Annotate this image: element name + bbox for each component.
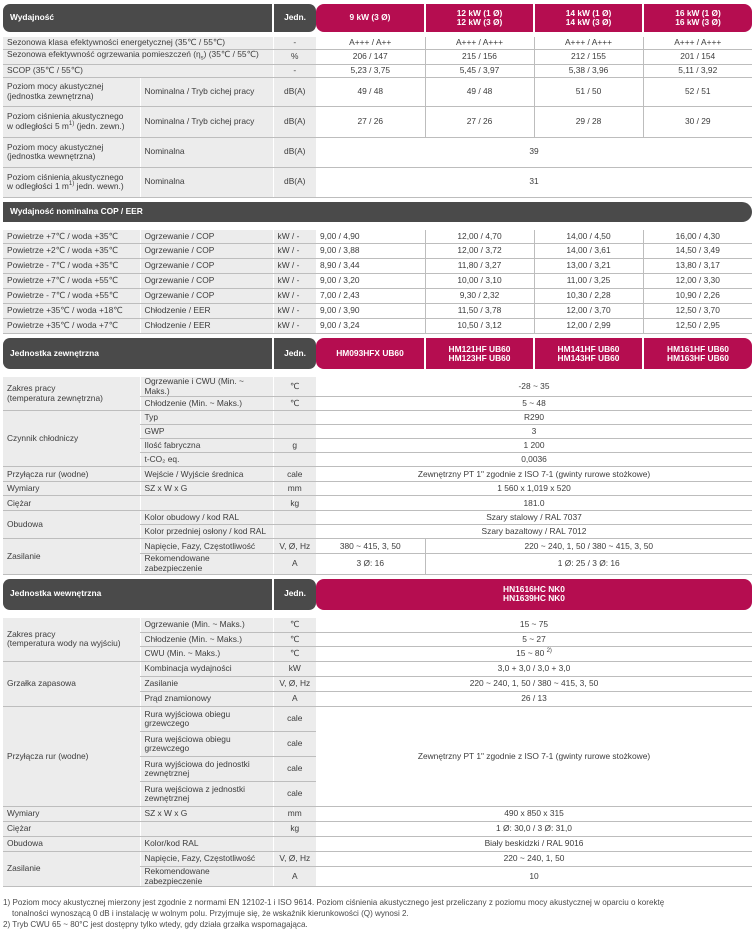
- unit-cell: kW / -: [273, 274, 316, 289]
- row-sublabel: Nominalna / Tryb cichej pracy: [140, 77, 273, 106]
- unit-cell: [273, 511, 316, 525]
- unit-header: Jedn.: [273, 338, 316, 369]
- model-line: HM121HF UB60 HM123HF UB60: [448, 343, 511, 363]
- table-row: [3, 837, 752, 852]
- unit-cell: dB(A): [273, 77, 316, 106]
- unit-cell: cale: [273, 467, 316, 482]
- value-cell: 27 / 26: [425, 106, 534, 137]
- row-label: Obudowa: [3, 837, 140, 852]
- model-header: [316, 579, 752, 610]
- value-cell: Zewnętrzny PT 1" zgodnie z ISO 7-1 (gwinty rurowe stożkowe): [316, 467, 752, 482]
- table-row: [3, 852, 752, 867]
- value-cell: 212 / 155: [534, 49, 643, 64]
- value-cell: 27 / 26: [316, 106, 425, 137]
- value-cell: 14,00 / 4,50: [534, 230, 643, 244]
- model-header: HM093HFX UB60: [316, 338, 425, 369]
- row-sublabel: Ogrzewanie (Min. ~ Maks.): [140, 618, 273, 633]
- row-sublabel: t-CO₂ eq.: [140, 453, 273, 467]
- value-cell: A+++ / A++: [316, 37, 425, 49]
- unit-cell: ℃: [273, 647, 316, 662]
- unit-cell: cale: [273, 732, 316, 757]
- unit-cell: [273, 425, 316, 439]
- unit-cell: mm: [273, 807, 316, 822]
- value-cell: Szary stalowy / RAL 7037: [316, 511, 752, 525]
- value-cell: 31: [316, 167, 752, 197]
- table-row: [3, 618, 752, 633]
- unit-cell: kW / -: [273, 259, 316, 274]
- row-label: Poziom mocy akustycznej (jednostka zewnętrzna): [3, 77, 140, 106]
- value-cell: 9,00 / 3,20: [316, 274, 425, 289]
- row-label: Sezonowa klasa efektywności energetycznej (35℃ / 55℃): [3, 37, 273, 49]
- row-label: Przyłącza rur (wodne): [3, 467, 140, 482]
- section-title: Jednostka zewnętrzna: [3, 338, 273, 369]
- row-sublabel: Ilość fabryczna: [140, 439, 273, 453]
- value-cell: 30 / 29: [643, 106, 752, 137]
- unit-cell: mm: [273, 482, 316, 496]
- value-cell: 0,0036: [316, 453, 752, 467]
- value-cell: A+++ / A+++: [643, 37, 752, 49]
- table-row: [3, 467, 752, 482]
- table-row: [3, 49, 752, 64]
- model-header: [425, 338, 534, 369]
- unit-cell: [273, 525, 316, 539]
- model-line: 16 kW (1 Ø) 16 kW (3 Ø): [675, 7, 721, 27]
- value-cell: 9,30 / 2,32: [425, 289, 534, 304]
- table-row: [3, 64, 752, 77]
- row-sublabel: SZ x W x G: [140, 807, 273, 822]
- row-label: Powietrze - 7℃ / woda +35℃: [3, 259, 140, 274]
- value-cell: 11,50 / 3,78: [425, 304, 534, 319]
- value-cell: 52 / 51: [643, 77, 752, 106]
- row-sublabel: Chłodzenie (Min. ~ Maks.): [140, 633, 273, 647]
- value-cell: 181.0: [316, 496, 752, 511]
- row-label: Powietrze +35℃ / woda +7℃: [3, 319, 140, 334]
- unit-cell: ℃: [273, 618, 316, 633]
- row-sublabel: Typ: [140, 411, 273, 425]
- value-cell: 29 / 28: [534, 106, 643, 137]
- value-cell: Zewnętrzny PT 1" zgodnie z ISO 7-1 (gwinty rurowe stożkowe): [316, 707, 752, 807]
- value-cell: Biały beskidzki / RAL 9016: [316, 837, 752, 852]
- value-cell: 12,00 / 3,70: [534, 304, 643, 319]
- value-cell: R290: [316, 411, 752, 425]
- value-cell: 5,11 / 3,92: [643, 64, 752, 77]
- value-cell: 380 ~ 415, 3, 50: [316, 539, 425, 554]
- row-sublabel: Nominalna: [140, 167, 273, 197]
- table-row: [3, 304, 752, 319]
- row-label: SCOP (35℃ / 55℃): [3, 64, 273, 77]
- table-row: [3, 137, 752, 167]
- value-cell: 215 / 156: [425, 49, 534, 64]
- value-cell: 3: [316, 425, 752, 439]
- unit-cell: ℃: [273, 633, 316, 647]
- value-cell: 12,50 / 3,70: [643, 304, 752, 319]
- unit-header: Jedn.: [273, 579, 316, 610]
- value-cell: 10,00 / 3,10: [425, 274, 534, 289]
- row-label: Wymiary: [3, 482, 140, 496]
- value-cell: Szary bazaltowy / RAL 7012: [316, 525, 752, 539]
- value-cell: 201 / 154: [643, 49, 752, 64]
- row-label: Zakres pracy (temperatura zewnętrzna): [3, 377, 140, 411]
- unit-cell: V, Ø, Hz: [273, 539, 316, 554]
- value-cell: 10: [316, 867, 752, 887]
- unit-cell: kW / -: [273, 289, 316, 304]
- row-label: Zakres pracy (temperatura wody na wyjściu): [3, 618, 140, 662]
- cop-eer-header-row: [3, 202, 752, 222]
- row-label: Przyłącza rur (wodne): [3, 707, 140, 807]
- model-line: 12 kW (1 Ø) 12 kW (3 Ø): [456, 7, 503, 27]
- table-row: [3, 319, 752, 334]
- row-label: Czynnik chłodniczy: [3, 411, 140, 467]
- model-header: [425, 4, 534, 32]
- footnote-1: 1) Poziom mocy akustycznej mierzony jest zgodnie z normami EN 12102-1 i ISO 9614. Poziom ciśnienia akustycznego jest przeliczany z poziomu mocy akustycznej w oparciu o korektę: [3, 898, 665, 907]
- unit-cell: kW / -: [273, 244, 316, 259]
- value-cell: 14,00 / 3,61: [534, 244, 643, 259]
- unit-cell: kW / -: [273, 304, 316, 319]
- table-row: [3, 230, 752, 244]
- row-sublabel: Kolor obudowy / kod RAL: [140, 511, 273, 525]
- footnote-ref: 1): [68, 120, 75, 127]
- value-cell: 1 Ø: 30,0 / 3 Ø: 31,0: [316, 822, 752, 837]
- row-sublabel: [140, 496, 273, 511]
- unit-cell: kg: [273, 496, 316, 511]
- table-row: [3, 707, 752, 732]
- row-sublabel: Rura wyjściowa do jednostki zewnętrznej: [140, 757, 273, 782]
- table-row: [3, 377, 752, 397]
- table-row: [3, 77, 752, 106]
- value-cell: 8,90 / 3,44: [316, 259, 425, 274]
- unit-cell: kW: [273, 662, 316, 677]
- row-sublabel: Rura wyjściowa obiegu grzewczego: [140, 707, 273, 732]
- row-sublabel: Napięcie, Fazy, Częstotliwość: [140, 852, 273, 867]
- table-row: [3, 289, 752, 304]
- model-line: 14 kW (1 Ø) 14 kW (3 Ø): [565, 7, 612, 27]
- row-sublabel: Zasilanie: [140, 677, 273, 692]
- spec-table: [3, 4, 752, 887]
- unit-cell: A: [273, 554, 316, 574]
- row-label: Zasilanie: [3, 539, 140, 574]
- unit-cell: -: [273, 64, 316, 77]
- model-header: [534, 4, 643, 32]
- table-row: [3, 662, 752, 677]
- unit-cell: ℃: [273, 377, 316, 397]
- value-cell: 1 200: [316, 439, 752, 453]
- value-cell: 206 / 147: [316, 49, 425, 64]
- model-header: [534, 338, 643, 369]
- row-label: Powietrze +35℃ / woda +18℃: [3, 304, 140, 319]
- unit-cell: A: [273, 867, 316, 887]
- value-cell: 5,23 / 3,75: [316, 64, 425, 77]
- row-label: Powietrze +2℃ / woda +35℃: [3, 244, 140, 259]
- footnote-ref: 1): [68, 181, 75, 188]
- unit-cell: cale: [273, 707, 316, 732]
- label-text: Poziom ciśnienia akustycznego w odległości 1 m: [7, 171, 124, 192]
- row-sublabel: Ogrzewanie / COP: [140, 259, 273, 274]
- value-cell: 5,38 / 3,96: [534, 64, 643, 77]
- row-sublabel: CWU (Min. ~ Maks.): [140, 647, 273, 662]
- footnote-2: 2) Tryb CWU 65 ~ 80°C jest dostępny tylko wtedy, gdy działa grzałka wspomagająca.: [3, 920, 308, 929]
- unit-cell: cale: [273, 782, 316, 807]
- table-row: [3, 274, 752, 289]
- row-label: Poziom mocy akustycznej (jednostka wewnętrzna): [3, 137, 140, 167]
- unit-cell: -: [273, 37, 316, 49]
- row-sublabel: Rura wejściowa z jednostki zewnętrznej: [140, 782, 273, 807]
- row-sublabel: [140, 822, 273, 837]
- row-sublabel: Chłodzenie (Min. ~ Maks.): [140, 397, 273, 411]
- value-cell: 12,00 / 3,72: [425, 244, 534, 259]
- row-sublabel: Chłodzenie / EER: [140, 319, 273, 334]
- row-label: Zasilanie: [3, 852, 140, 887]
- unit-cell: A: [273, 692, 316, 707]
- row-label: Sezonowa efektywność ogrzewania pomieszczeń $(\eta_s)$ (35℃ / 55℃): [3, 49, 273, 64]
- section-title: Jednostka wewnętrzna: [3, 579, 273, 610]
- footnotes: [3, 897, 743, 930]
- value-cell: 13,00 / 3,21: [534, 259, 643, 274]
- row-sublabel: Rura wejściowa obiegu grzewczego: [140, 732, 273, 757]
- model-header: [643, 4, 752, 32]
- value-cell: 15 ~ 75: [316, 618, 752, 633]
- row-sublabel: Rekomendowane zabezpieczenie: [140, 867, 273, 887]
- model-line: HM141HF UB60 HM143HF UB60: [557, 343, 620, 363]
- value-cell: -28 ~ 35: [316, 377, 752, 397]
- footnote-ref: 2): [546, 648, 552, 655]
- value-cell: 16,00 / 4,30: [643, 230, 752, 244]
- unit-cell: kW / -: [273, 230, 316, 244]
- row-sublabel: Ogrzewanie i CWU (Min. ~ Maks.): [140, 377, 273, 397]
- unit-cell: dB(A): [273, 167, 316, 197]
- model-line: HN1616HC NK0 HN1639HC NK0: [503, 583, 565, 604]
- value-cell: A+++ / A+++: [425, 37, 534, 49]
- value-cell: 1 560 x 1,019 x 520: [316, 482, 752, 496]
- row-sublabel: SZ x W x G: [140, 482, 273, 496]
- row-sublabel: Ogrzewanie / COP: [140, 244, 273, 259]
- table-row: [3, 37, 752, 49]
- row-label: Ciężar: [3, 496, 140, 511]
- value-cell: 39: [316, 137, 752, 167]
- unit-cell: kg: [273, 822, 316, 837]
- table-row: [3, 106, 752, 137]
- value-cell: 10,90 / 2,26: [643, 289, 752, 304]
- table-row: [3, 539, 752, 554]
- unit-cell: V, Ø, Hz: [273, 677, 316, 692]
- row-sublabel: Kombinacja wydajności: [140, 662, 273, 677]
- row-sublabel: Kolor/kod RAL: [140, 837, 273, 852]
- row-sublabel: Nominalna: [140, 137, 273, 167]
- unit-cell: dB(A): [273, 137, 316, 167]
- unit-cell: g: [273, 439, 316, 453]
- value-cell: 12,00 / 2,99: [534, 319, 643, 334]
- value-cell: 51 / 50: [534, 77, 643, 106]
- table-row: [3, 482, 752, 496]
- model-line: HM161HF UB60 HM163HF UB60: [667, 343, 729, 363]
- row-label: Ciężar: [3, 822, 140, 837]
- value-cell: 11,80 / 3,27: [425, 259, 534, 274]
- unit-cell: kW / -: [273, 319, 316, 334]
- row-label: Powietrze +7℃ / woda +35℃: [3, 230, 140, 244]
- row-sublabel: Ogrzewanie / COP: [140, 274, 273, 289]
- section-title: Wydajność: [3, 4, 273, 32]
- unit-cell: [273, 837, 316, 852]
- row-label: Powietrze +7℃ / woda +55℃: [3, 274, 140, 289]
- value-cell: [316, 647, 752, 662]
- row-sublabel: Chłodzenie / EER: [140, 304, 273, 319]
- unit-cell: [273, 453, 316, 467]
- value-cell: 49 / 48: [316, 77, 425, 106]
- value-cell: 5 ~ 27: [316, 633, 752, 647]
- table-row: [3, 244, 752, 259]
- value-cell: 9,00 / 3,90: [316, 304, 425, 319]
- value-cell: 11,00 / 3,25: [534, 274, 643, 289]
- value-cell: 12,50 / 2,95: [643, 319, 752, 334]
- row-label: Powietrze - 7℃ / woda +55℃: [3, 289, 140, 304]
- table-row: [3, 511, 752, 525]
- unit-header: Jedn.: [273, 4, 316, 32]
- label-text: Poziom ciśnienia akustycznego w odległości 5 m: [7, 111, 124, 131]
- value-cell: 13,80 / 3,17: [643, 259, 752, 274]
- value-text: 15 ~ 80: [516, 648, 545, 659]
- row-label: Wymiary: [3, 807, 140, 822]
- section-title: Wydajność nominalna COP / EER: [3, 202, 752, 222]
- value-cell: 12,00 / 4,70: [425, 230, 534, 244]
- value-cell: 490 x 850 x 315: [316, 807, 752, 822]
- value-cell: 3,0 + 3,0 / 3,0 + 3,0: [316, 662, 752, 677]
- unit-cell: cale: [273, 757, 316, 782]
- table-row: [3, 807, 752, 822]
- value-cell: 9,00 / 3,24: [316, 319, 425, 334]
- unit-cell: [273, 411, 316, 425]
- value-cell: 10,50 / 3,12: [425, 319, 534, 334]
- performance-header-row: [3, 4, 752, 32]
- value-cell: 14,50 / 3,49: [643, 244, 752, 259]
- unit-cell: ℃: [273, 397, 316, 411]
- value-cell: 49 / 48: [425, 77, 534, 106]
- model-header: [643, 338, 752, 369]
- value-cell: 220 ~ 240, 1, 50 / 380 ~ 415, 3, 50: [425, 539, 752, 554]
- table-row: [3, 259, 752, 274]
- value-cell: 5,45 / 3,97: [425, 64, 534, 77]
- row-sublabel: Rekomendowane zabezpieczenie: [140, 554, 273, 574]
- value-cell: 12,00 / 3,30: [643, 274, 752, 289]
- row-label: [3, 167, 140, 197]
- table-row: [3, 496, 752, 511]
- outdoor-unit-header-row: [3, 338, 752, 369]
- value-cell: 220 ~ 240, 1, 50 / 380 ~ 415, 3, 50: [316, 677, 752, 692]
- unit-cell: V, Ø, Hz: [273, 852, 316, 867]
- model-header: 9 kW (3 Ø): [316, 4, 425, 32]
- table-row: [3, 822, 752, 837]
- table-row: [3, 167, 752, 197]
- row-label: Grzałka zapasowa: [3, 662, 140, 707]
- label-tail: jedn. wewn.): [74, 181, 124, 192]
- footnote-1-continued: tonalności wynoszącą 0 dB i instalację w wolnym polu. Przyjmuje się, że wskaźnik kierunkowości (Q) wynosi 2.: [12, 909, 409, 918]
- value-cell: 9,00 / 4,90: [316, 230, 425, 244]
- value-cell: 9,00 / 3,88: [316, 244, 425, 259]
- row-sublabel: Ogrzewanie / COP: [140, 230, 273, 244]
- value-cell: 10,30 / 2,28: [534, 289, 643, 304]
- value-cell: 7,00 / 2,43: [316, 289, 425, 304]
- value-cell: 3 Ø: 16: [316, 554, 425, 574]
- value-cell: 1 Ø: 25 / 3 Ø: 16: [425, 554, 752, 574]
- table-row: [3, 411, 752, 425]
- row-sublabel: Ogrzewanie / COP: [140, 289, 273, 304]
- row-sublabel: Wejście / Wyjście średnica: [140, 467, 273, 482]
- row-sublabel: Prąd znamionowy: [140, 692, 273, 707]
- unit-cell: dB(A): [273, 106, 316, 137]
- row-sublabel: Nominalna / Tryb cichej pracy: [140, 106, 273, 137]
- row-sublabel: Napięcie, Fazy, Częstotliwość: [140, 539, 273, 554]
- indoor-unit-header-row: [3, 579, 752, 610]
- value-cell: A+++ / A+++: [534, 37, 643, 49]
- row-sublabel: Kolor przedniej osłony / kod RAL: [140, 525, 273, 539]
- value-cell: 220 ~ 240, 1, 50: [316, 852, 752, 867]
- row-label: Obudowa: [3, 511, 140, 539]
- value-cell: 26 / 13: [316, 692, 752, 707]
- value-cell: 5 ~ 48: [316, 397, 752, 411]
- unit-cell: %: [273, 49, 316, 64]
- row-sublabel: GWP: [140, 425, 273, 439]
- row-label: [3, 106, 140, 137]
- label-tail: (jedn. zewn.): [74, 120, 125, 131]
